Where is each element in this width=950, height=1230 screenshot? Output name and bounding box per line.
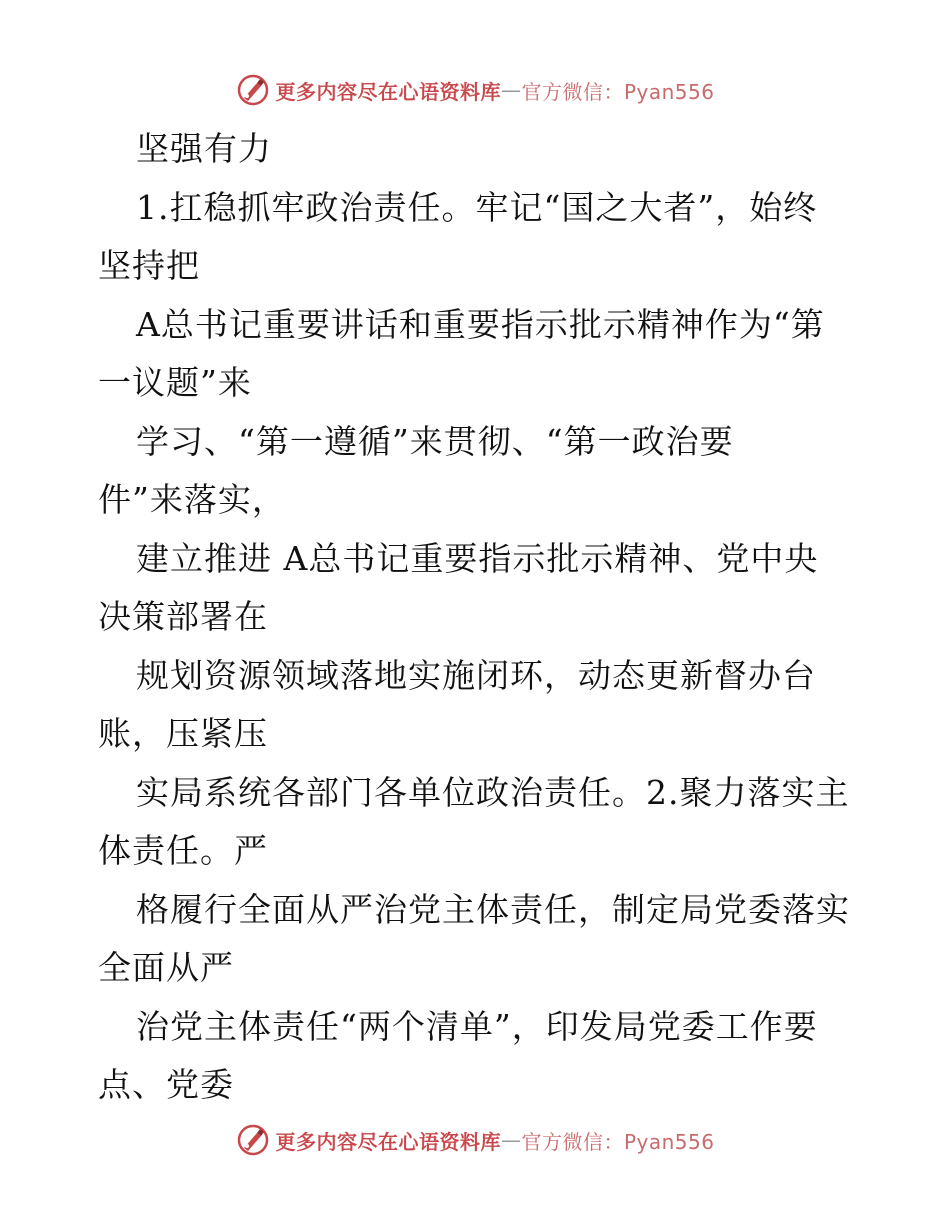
text-line: 点、党委 xyxy=(98,1065,234,1104)
text-line: A总书记重要讲话和重要指示批示精神作为“第 xyxy=(136,304,825,344)
text-line: 学习、“第一遵循”来贯彻、“第一政治要 xyxy=(136,421,734,461)
text-line: 治党主体责任“两个清单”，印发局党委工作要 xyxy=(136,1006,818,1046)
document-body xyxy=(98,120,858,1115)
text-line: 建立推进 A总书记重要指示批示精神、党中央 xyxy=(136,538,819,578)
watermark-main-text: 更多内容尽在心语资料库 xyxy=(275,1129,501,1154)
pen-logo-icon xyxy=(235,72,271,108)
watermark-wechat-text: 官方微信：Pyan556 xyxy=(521,79,715,104)
text-line: 实局系统各部门各单位政治责任。2.聚力落实主 xyxy=(136,772,850,812)
text-line: 一议题”来 xyxy=(98,363,252,402)
pen-logo-icon xyxy=(235,1122,271,1158)
text-line: 决策部署在 xyxy=(98,597,268,636)
watermark-main-text: 更多内容尽在心语资料库 xyxy=(275,79,501,104)
text-line: 坚持把 xyxy=(98,246,200,285)
text-line: 1.扛稳抓牢政治责任。牢记“国之大者”，始终 xyxy=(136,187,818,227)
footer-watermark xyxy=(0,1120,950,1160)
header-watermark xyxy=(0,70,950,110)
text-line: 件”来落实， xyxy=(98,480,286,519)
watermark-separator: — xyxy=(500,78,522,102)
text-line: 格履行全面从严治党主体责任，制定局党委落实 xyxy=(136,889,850,929)
text-line: 全面从严 xyxy=(98,948,234,987)
watermark-separator: — xyxy=(500,1128,522,1152)
watermark-wechat-text: 官方微信：Pyan556 xyxy=(521,1129,715,1154)
text-line: 规划资源领域落地实施闭环，动态更新督办台 xyxy=(136,655,816,695)
text-line: 账，压紧压 xyxy=(98,714,268,753)
text-line: 坚强有力 xyxy=(136,129,272,168)
text-line: 体责任。严 xyxy=(98,831,268,870)
